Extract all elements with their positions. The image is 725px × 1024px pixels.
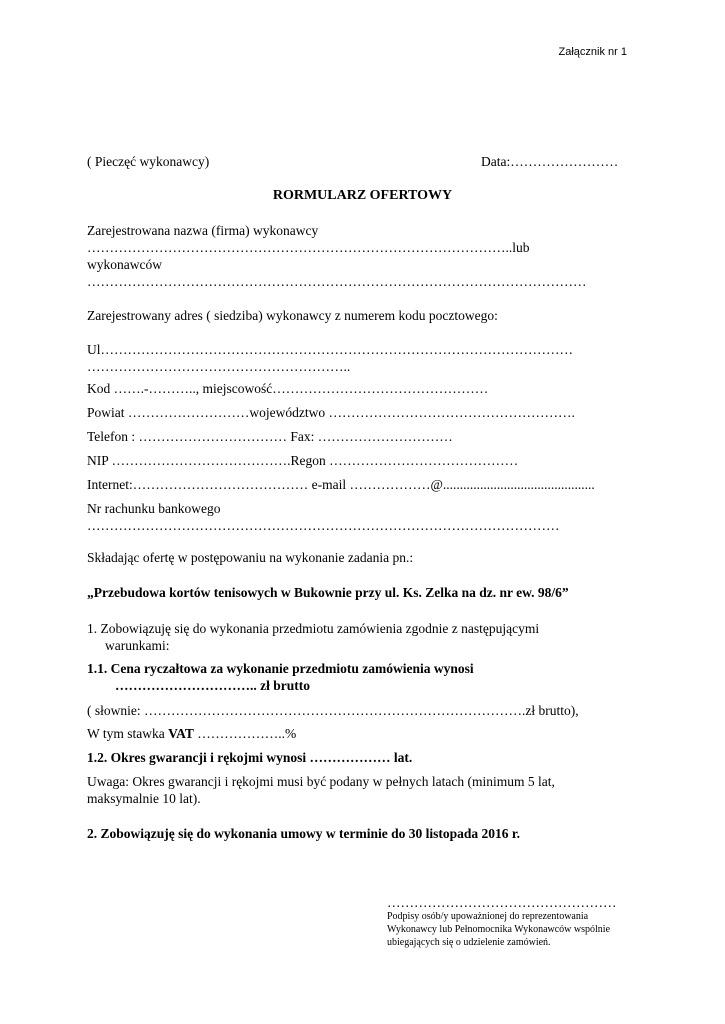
price-in-words: ( słownie: ………………………………………………………………………….zł brutto),	[87, 703, 579, 718]
point-1-1: 1.1. Cena ryczałtowa za wykonanie przedmiotu zamówienia wynosi	[87, 661, 474, 676]
signature-caption-2: Wykonawcy lub Pełnomocnika Wykonawców wspólnie	[387, 924, 611, 935]
form-title: RORMULARZ OFERTOWY	[272, 188, 453, 203]
vat-suffix: ………………..%	[193, 726, 297, 741]
warranty-note: Uwaga: Okres gwarancji i rękojmi musi być podany w pełnych latach (minimum 5 lat,	[87, 774, 555, 789]
county-field: Powiat ………………………województwo ……………………………………………….	[87, 405, 575, 420]
vat-label: VAT	[168, 726, 194, 741]
point-1-cont: warunkami:	[105, 638, 170, 653]
bank-dots: ……………………………………………………………………………………………	[87, 518, 560, 533]
warranty-note-2: maksymalnie 10 lat).	[87, 791, 201, 806]
point-1-1-price: ………………………….. zł brutto	[115, 678, 310, 693]
street-field: Ul……………………………………………………………………………………………	[87, 342, 573, 357]
signature-caption-1: Podpisy osób/y upoważnionej do reprezentowania	[387, 911, 589, 922]
point-1: 1. Zobowiązuję się do wykonania przedmiotu zamówienia zgodnie z następującymi	[87, 621, 540, 636]
company-name-label: Zarejestrowana nazwa (firma) wykonawcy	[87, 223, 319, 238]
date-field: Data:……………………	[481, 154, 619, 169]
phone-field: Telefon : …………………………… Fax: …………………………	[87, 429, 453, 444]
vat-rate	[87, 726, 296, 742]
company-name-dots-2: …………………………………………………………………………………………………	[87, 274, 587, 289]
address-label: Zarejestrowany adres ( siedziba) wykonawcy z numerem kodu pocztowego:	[87, 308, 498, 323]
attachment-label: Załącznik nr 1	[558, 46, 627, 58]
point-2: 2. Zobowiązuję się do wykonania umowy w terminie do 30 listopada 2016 r.	[87, 826, 521, 841]
point-1-2: 1.2. Okres gwarancji i rękojmi wynosi ……………… lat.	[87, 750, 413, 765]
offer-intro: Składając ofertę w postępowaniu na wykonanie zadania pn.:	[87, 550, 414, 565]
vat-prefix: W tym stawka	[87, 726, 169, 741]
company-name-or: wykonawców	[87, 257, 162, 272]
nip-field: NIP ………………………………….Regon ……………………………………	[87, 453, 519, 468]
street-field-2: …………………………………………………..	[87, 359, 351, 374]
signature-caption-3: ubiegających się o udzielenie zamówień.	[387, 937, 551, 948]
signature-dots: ……………………………………………	[387, 895, 617, 910]
stamp-label: ( Pieczęć wykonawcy)	[87, 154, 210, 169]
postal-field: Kod …….-……….., miejscowość…………………………………………	[87, 381, 489, 396]
internet-field: Internet:………………………………… e-mail ………………@.............................................	[87, 477, 595, 492]
bank-label: Nr rachunku bankowego	[87, 501, 221, 516]
company-name-dots: …………………………………………………………………………………..lub	[87, 240, 530, 255]
task-name: „Przebudowa kortów tenisowych w Bukownie przy ul. Ks. Zelka na dz. nr ew. 98/6”	[87, 585, 569, 600]
